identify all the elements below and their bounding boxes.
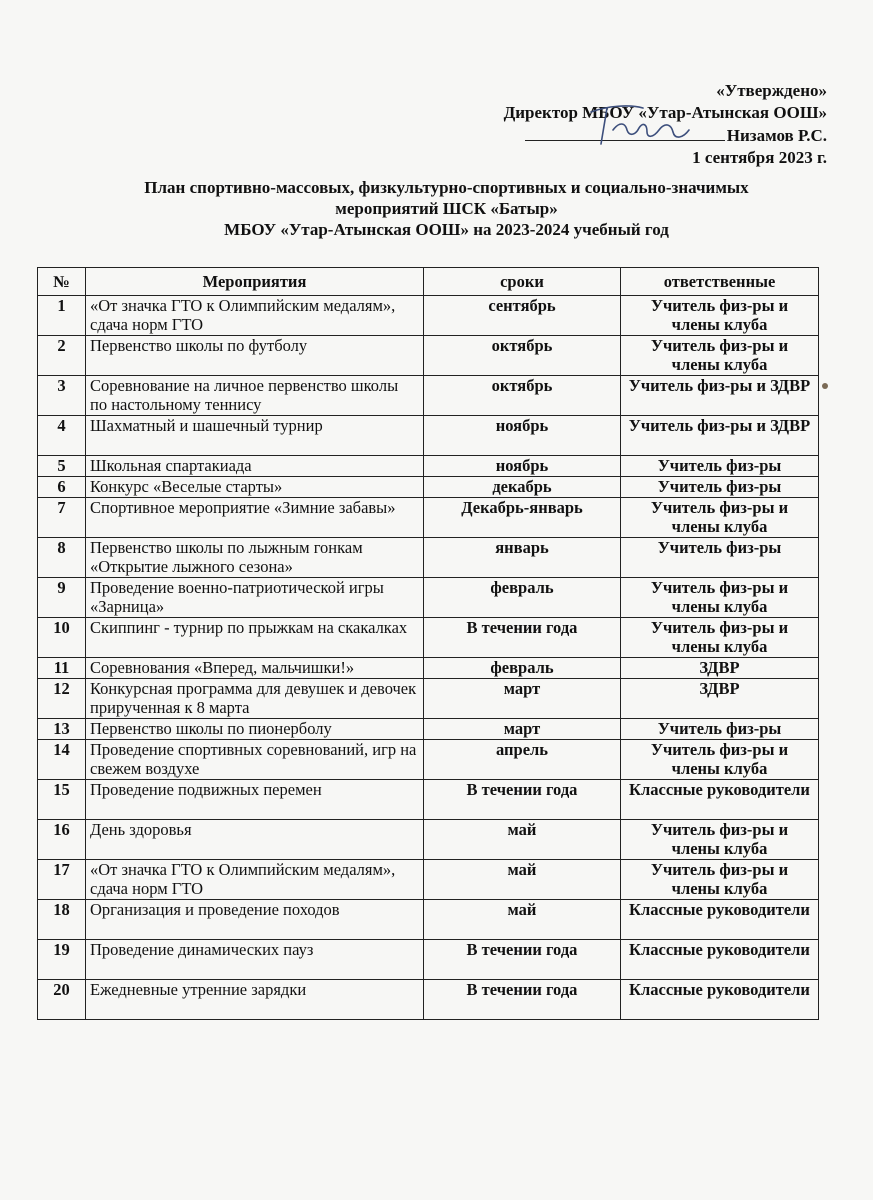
row-number: 1 [38, 296, 86, 336]
row-responsible: Учитель физ-ры и члены клуба [621, 498, 819, 538]
row-event: «От значка ГТО к Олимпийским медалям», сдача норм ГТО [86, 296, 424, 336]
table-row [38, 980, 819, 1020]
row-number: 2 [38, 336, 86, 376]
row-event: Проведение спортивных соревнований, игр на свежем воздухе [86, 740, 424, 780]
row-event: Ежедневные утренние зарядки [86, 980, 424, 1020]
row-number: 9 [38, 578, 86, 618]
table-row [38, 740, 819, 780]
row-number: 7 [38, 498, 86, 538]
row-date: февраль [424, 578, 621, 618]
row-date: май [424, 860, 621, 900]
header-responsible: ответственные [621, 268, 819, 296]
table-row [38, 416, 819, 456]
row-event: Конкурс «Веселые старты» [86, 477, 424, 498]
row-responsible: Классные руководители [621, 900, 819, 940]
row-responsible: Учитель физ-ры [621, 538, 819, 578]
row-date: декабрь [424, 477, 621, 498]
row-event: Соревнования «Вперед, мальчишки!» [86, 658, 424, 679]
row-number: 3 [38, 376, 86, 416]
signature-underline [525, 124, 725, 141]
row-date: март [424, 719, 621, 740]
row-number: 14 [38, 740, 86, 780]
handwritten-signature-icon [585, 100, 705, 150]
row-responsible: Учитель физ-ры и члены клуба [621, 578, 819, 618]
events-table [37, 267, 819, 1020]
title-line-3: МБОУ «Утар-Атынская ООШ» на 2023-2024 учебный год [224, 220, 669, 239]
approval-director: Директор МБОУ «Утар-Атынская ООШ» [503, 103, 827, 122]
row-number: 5 [38, 456, 86, 477]
header-event: Мероприятия [86, 268, 424, 296]
row-date: февраль [424, 658, 621, 679]
row-event: Проведение военно-патриотической игры «Зарница» [86, 578, 424, 618]
row-responsible: Учитель физ-ры и члены клуба [621, 618, 819, 658]
row-event: Скиппинг - турнир по прыжкам на скакалках [86, 618, 424, 658]
row-date: апрель [424, 740, 621, 780]
row-date: ноябрь [424, 416, 621, 456]
table-row [38, 820, 819, 860]
document-title [60, 177, 833, 240]
row-responsible: Учитель физ-ры и члены клуба [621, 860, 819, 900]
director-name: Низамов Р.С. [726, 126, 827, 145]
row-number: 20 [38, 980, 86, 1020]
row-event: Первенство школы по футболу [86, 336, 424, 376]
table-row [38, 900, 819, 940]
row-responsible: Классные руководители [621, 980, 819, 1020]
row-date: ноябрь [424, 456, 621, 477]
table-row [38, 658, 819, 679]
row-date: Декабрь-январь [424, 498, 621, 538]
table-row [38, 860, 819, 900]
row-responsible: Учитель физ-ры [621, 456, 819, 477]
row-responsible: Учитель физ-ры и члены клуба [621, 296, 819, 336]
row-event: Организация и проведение походов [86, 900, 424, 940]
row-date: В течении года [424, 980, 621, 1020]
table-row [38, 618, 819, 658]
row-event: День здоровья [86, 820, 424, 860]
row-number: 16 [38, 820, 86, 860]
row-event: Соревнование на личное первенство школы по настольному теннису [86, 376, 424, 416]
row-responsible: Учитель физ-ры и ЗДВР [621, 416, 819, 456]
row-responsible: ЗДВР [621, 658, 819, 679]
row-responsible: Классные руководители [621, 940, 819, 980]
row-date: май [424, 820, 621, 860]
approval-heading: «Утверждено» [716, 81, 827, 100]
table-row [38, 296, 819, 336]
row-date: В течении года [424, 780, 621, 820]
row-number: 12 [38, 679, 86, 719]
row-event: Первенство школы по пионерболу [86, 719, 424, 740]
row-number: 11 [38, 658, 86, 679]
row-event: Шахматный и шашечный турнир [86, 416, 424, 456]
row-number: 10 [38, 618, 86, 658]
row-event: Проведение динамических пауз [86, 940, 424, 980]
row-event: Спортивное мероприятие «Зимние забавы» [86, 498, 424, 538]
table-row [38, 578, 819, 618]
row-date: май [424, 900, 621, 940]
title-line-2: мероприятий ШСК «Батыр» [335, 199, 558, 218]
row-number: 8 [38, 538, 86, 578]
row-number: 13 [38, 719, 86, 740]
signature-line [504, 124, 827, 147]
row-event: «От значка ГТО к Олимпийским медалям», сдача норм ГТО [86, 860, 424, 900]
paper-speck [822, 383, 828, 389]
row-number: 19 [38, 940, 86, 980]
table-row [38, 477, 819, 498]
table-row [38, 498, 819, 538]
header-date: сроки [424, 268, 621, 296]
header-num: № [38, 268, 86, 296]
table-row [38, 376, 819, 416]
title-line-1: План спортивно-массовых, физкультурно-спортивных и социально-значимых [144, 178, 749, 197]
table-row [38, 538, 819, 578]
row-responsible: ЗДВР [621, 679, 819, 719]
row-number: 4 [38, 416, 86, 456]
row-responsible: Учитель физ-ры [621, 719, 819, 740]
row-responsible: Учитель физ-ры [621, 477, 819, 498]
row-event: Первенство школы по лыжным гонкам «Открытие лыжного сезона» [86, 538, 424, 578]
table-row [38, 719, 819, 740]
row-date: октябрь [424, 376, 621, 416]
row-responsible: Учитель физ-ры и ЗДВР [621, 376, 819, 416]
row-number: 15 [38, 780, 86, 820]
row-responsible: Учитель физ-ры и члены клуба [621, 336, 819, 376]
approval-block [504, 80, 827, 169]
table-row [38, 336, 819, 376]
row-number: 18 [38, 900, 86, 940]
table-row [38, 780, 819, 820]
row-event: Конкурсная программа для девушек и девочек прирученная к 8 марта [86, 679, 424, 719]
row-event: Проведение подвижных перемен [86, 780, 424, 820]
row-date: октябрь [424, 336, 621, 376]
row-date: В течении года [424, 618, 621, 658]
row-event: Школьная спартакиада [86, 456, 424, 477]
row-number: 17 [38, 860, 86, 900]
row-responsible: Классные руководители [621, 780, 819, 820]
row-date: В течении года [424, 940, 621, 980]
approval-date: 1 сентября 2023 г. [692, 148, 827, 167]
row-responsible: Учитель физ-ры и члены клуба [621, 740, 819, 780]
row-date: сентябрь [424, 296, 621, 336]
row-number: 6 [38, 477, 86, 498]
row-date: январь [424, 538, 621, 578]
row-date: март [424, 679, 621, 719]
table-row [38, 456, 819, 477]
table-row [38, 940, 819, 980]
table-row [38, 679, 819, 719]
row-responsible: Учитель физ-ры и члены клуба [621, 820, 819, 860]
table-header-row [38, 268, 819, 296]
